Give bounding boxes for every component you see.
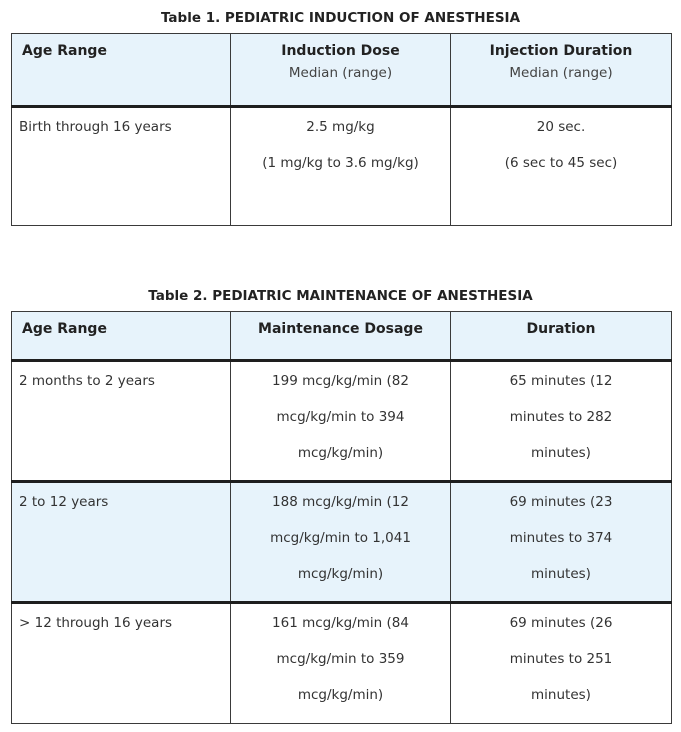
header-age-range (12, 34, 231, 107)
table-row (12, 603, 672, 724)
header-age-range (12, 312, 231, 361)
header-maintenance-dosage (231, 312, 451, 361)
table-row (12, 482, 672, 603)
header-subtitle: Median (range) (509, 65, 613, 81)
header-injection-duration (451, 34, 672, 107)
table-row (12, 361, 672, 482)
cell-maintenance-dosage: 199 mcg/kg/min (82 mcg/kg/min to 394 mcg/kg/min) (231, 361, 451, 482)
duration-median: 20 sec. (536, 119, 586, 135)
header-title: Age Range (22, 43, 107, 59)
table-header-row (12, 312, 672, 361)
header-title: Duration (526, 321, 596, 337)
cell-injection-duration (451, 107, 672, 226)
cell-age: Birth through 16 years (12, 107, 231, 226)
header-title: Induction Dose (281, 43, 400, 59)
header-duration (451, 312, 672, 361)
header-title: Injection Duration (489, 43, 633, 59)
header-title: Age Range (22, 321, 107, 337)
cell-duration: 69 minutes (23 minutes to 374 minutes) (451, 482, 672, 603)
table2-caption: Table 2. PEDIATRIC MAINTENANCE OF ANESTHESIA (148, 288, 533, 304)
table1-caption: Table 1. PEDIATRIC INDUCTION OF ANESTHESIA (160, 10, 521, 26)
cell-maintenance-dosage: 161 mcg/kg/min (84 mcg/kg/min to 359 mcg/kg/min) (231, 603, 451, 724)
header-induction-dose (231, 34, 451, 107)
cell-duration: 65 minutes (12 minutes to 282 minutes) (451, 361, 672, 482)
cell-age: 2 months to 2 years (12, 361, 231, 482)
cell-duration: 69 minutes (26 minutes to 251 minutes) (451, 603, 672, 724)
cell-maintenance-dosage: 188 mcg/kg/min (12 mcg/kg/min to 1,041 mcg/kg/min) (231, 482, 451, 603)
duration-range: (6 sec to 45 sec) (504, 155, 618, 171)
table-row (12, 107, 672, 226)
cell-induction-dose (231, 107, 451, 226)
dose-median: 2.5 mg/kg (306, 119, 375, 135)
header-title: Maintenance Dosage (258, 321, 423, 337)
pediatric-maintenance-table (11, 311, 672, 724)
cell-age: > 12 through 16 years (12, 603, 231, 724)
dose-range: (1 mg/kg to 3.6 mg/kg) (262, 155, 419, 171)
cell-age: 2 to 12 years (12, 482, 231, 603)
header-subtitle: Median (range) (288, 65, 393, 81)
table-header-row (12, 34, 672, 107)
pediatric-induction-table (11, 33, 672, 226)
